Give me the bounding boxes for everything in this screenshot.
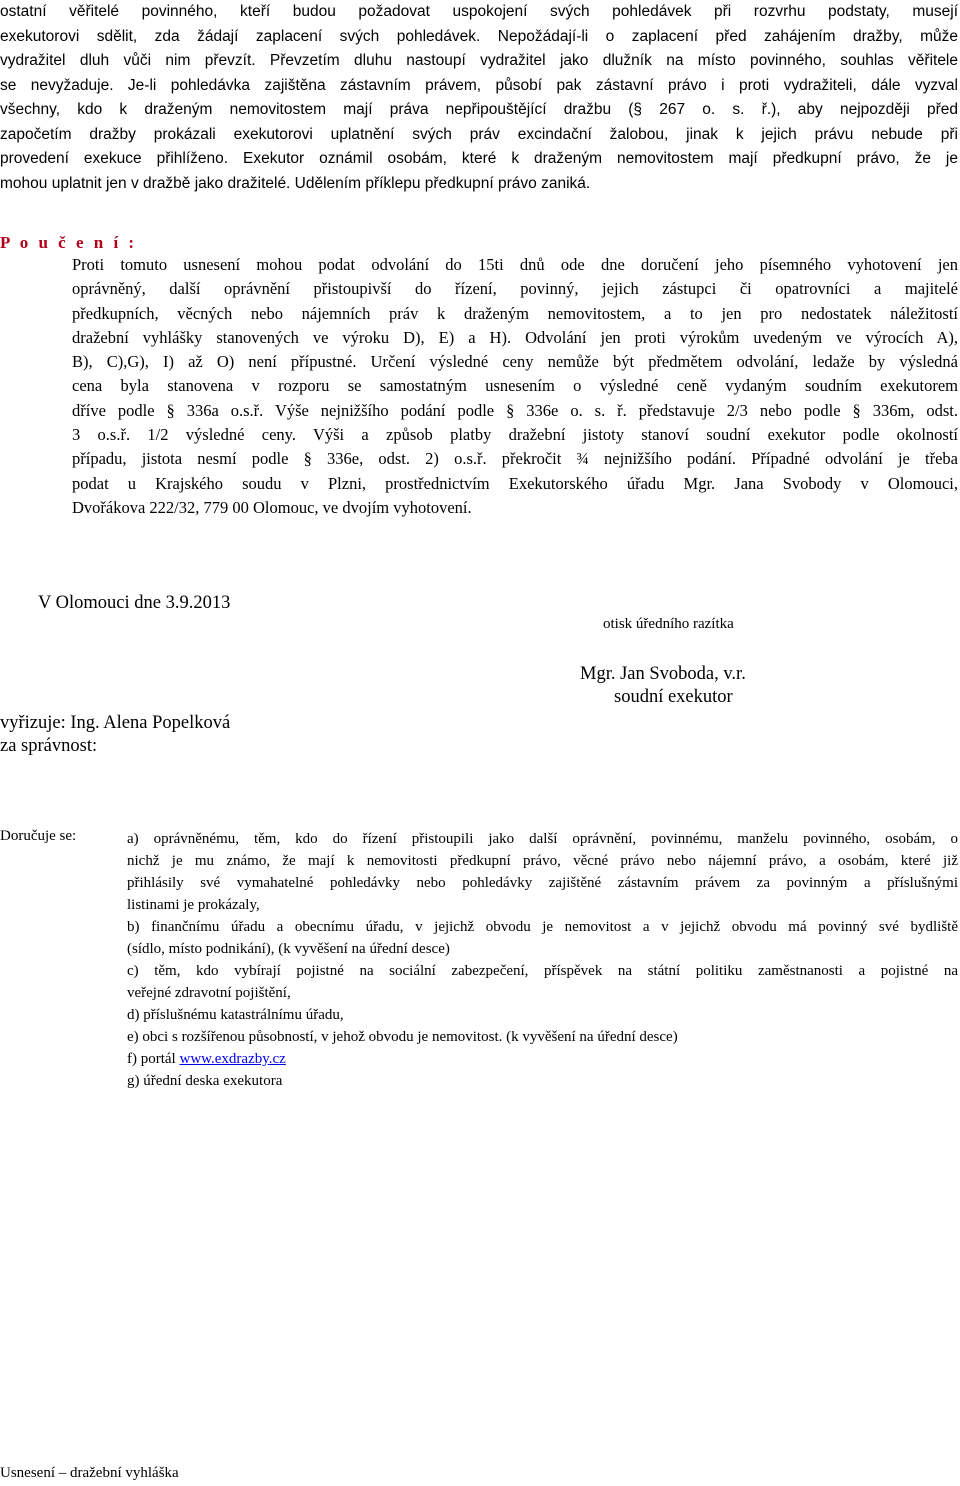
delivery-line: veřejné zdravotní pojištění, [127,985,291,1001]
poucheni-line: 3 o.s.ř. 1/2 výsledné ceny. Výši a způsob platby dražební jistoty stanoví soudní exekutor podle okolností [72,425,958,445]
portal-link[interactable]: www.exdrazby.cz [179,1051,286,1067]
intro-line: vydražitel dluh vůči nim převzít. Převzetím dluhu nastoupí vydražitel jako dlužník na místo povinného, souhlas věřitele [0,52,958,69]
delivery-portal-line [127,1048,958,1070]
delivery-label: Doručuje se: [0,828,77,844]
intro-line: mohou uplatnit jen v dražbě jako dražitelé. Udělením příklepu předkupní právo zaniká. [0,174,591,192]
signer-name: Mgr. Jan Svoboda, v.r. [580,664,746,684]
date-line: V Olomouci dne 3.9.2013 [38,593,231,613]
delivery-line: d) příslušnému katastrálnímu úřadu, [127,1007,344,1023]
handled-by: vyřizuje: Ing. Alena Popelková [0,713,231,733]
correctness-label: za správnost: [0,736,98,756]
delivery-line: nichž je mu známo, že mají k nemovitosti předkupní právo, věcné právo nebo nájemní právo, a osobám, které již [127,853,958,869]
poucheni-line: oprávněný, další oprávnění přistoupivší do řízení, povinný, jejich zástupci či opatrovníci a majitelé [72,279,958,299]
delivery-line: listinami je prokázaly, [127,897,260,913]
intro-line: ostatní věřitelé povinného, kteří budou požadovat uspokojení svých pohledávek při rozvrhu podstaty, musejí [0,3,958,20]
delivery-line: e) obci s rozšířenou působností, v jehož obvodu je nemovitost. (k vyvěšení na úřední desce) [127,1029,678,1045]
portal-prefix: f) portál [127,1051,180,1067]
delivery-line: g) úřední deska exekutora [127,1073,283,1089]
page-footer: Usnesení – dražební vyhláška [0,1465,179,1481]
intro-line: exekutorovi sdělit, zda žádají zaplacení svých pohledávek. Nepožádají-li o zaplacení před zahájením dražby, může [0,27,958,45]
delivery-line: a) oprávněnému, těm, kdo do řízení přistoupili jako další oprávnění, povinnému, manželu povinného, osobám, o [127,831,958,847]
intro-line: všechny, kdo k draženým nemovitostem mají práva nepřipouštějící dražbu (§ 267 o. s. ř.), aby nejpozději před [0,101,958,118]
delivery-line: c) těm, kdo vybírají pojistné na sociální zabezpečení, příspěvek na státní politiku zaměstnanosti a pojistné na [127,963,958,979]
delivery-line: přihlásily své vymahatelné pohledávky nebo pohledávky zajištěné zástavním právem za povinným a příslušnými [127,875,958,891]
poucheni-line: podat u Krajského soudu v Plzni, prostřednictvím Exekutorského úřadu Mgr. Jana Svobody v Olomouci, [72,473,958,493]
poucheni-line: předkupních, věcných nebo nájemních práv k draženým nemovitostem, a to jen pro nedostatek náležitostí [72,303,958,323]
intro-line: se nevyžaduje. Je-li pohledávka zajištěna zástavním právem, působí pak zástavní právo i proti vydražiteli, dále vyzval [0,76,958,94]
poucheni-line: Proti tomuto usnesení mohou podat odvolání do 15ti dnů ode dne doručení jeho písemného vyhotovení jen [72,255,958,274]
signer-role: soudní exekutor [614,687,733,707]
poucheni-line: cena byla stanovena v rozporu se samostatným usnesením o výsledné ceně vydaným soudním exekutorem [72,376,958,396]
delivery-line: b) finančnímu úřadu a obecnímu úřadu, v jejichž obvodu je nemovitost a v jejichž obvodu má povinný své bydliště [127,919,958,935]
intro-line: provedení exekuce přihlíženo. Exekutor oznámil osobám, které k draženým nemovitostem mají předkupní právo, že je [0,150,958,167]
intro-line: započetím dražby prokázali exekutorovi uplatnění svých práv excindační žalobou, jinak k jejich právu nebude při [0,125,958,143]
handler-block [0,712,230,758]
poucheni-line: dražební vyhlášky stanovených ve výroku D), E) a H). Odvolání jen proti výrokům uvedeným ve výrocích A), [72,327,958,347]
poucheni-line: případu, jistota nesmí podle § 336e, odst. 2) o.s.ř. překročit ¾ nejnižšího podání. Případné odvolání je třeba [72,449,958,469]
signature-block [580,663,746,709]
poucheni-paragraph [72,253,958,520]
poucheni-line: Dvořákova 222/32, 779 00 Olomouc, ve dvojím vyhotovení. [72,497,472,517]
delivery-list [127,828,958,1092]
intro-paragraph [0,0,958,196]
delivery-line: (sídlo, místo podnikání), (k vyvěšení na úřední desce) [127,941,450,957]
stamp-note: otisk úředního razítka [603,616,734,632]
poucheni-heading: P o u č e n í : [0,233,138,252]
poucheni-line: dříve podle § 336a o.s.ř. Výše nejnižšího podání podle § 336e o. s. ř. představuje 2/3 nebo podle § 336m, odst. [72,400,958,420]
poucheni-line: B), C),G), I) až O) není přípustné. Určení výsledné ceny nemůže být předmětem odvolání, ledaže by výsledná [72,352,958,372]
